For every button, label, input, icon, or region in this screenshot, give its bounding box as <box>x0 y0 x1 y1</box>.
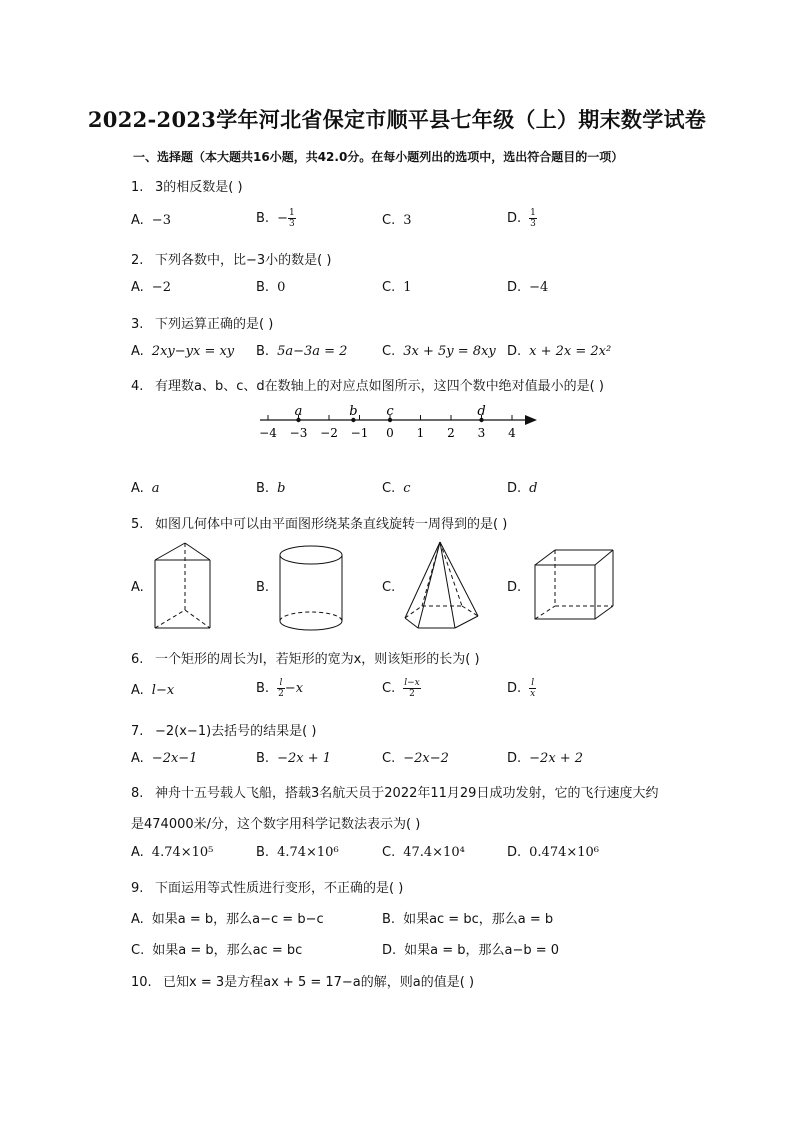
option-a: A. −2x−1 <box>131 751 198 766</box>
option-c: C. 如果a = b，那么ac = bc <box>131 943 303 958</box>
tick-label: −2 <box>320 426 338 440</box>
option-b: B. 如果ac = bc，那么a = b <box>382 912 554 927</box>
option-c: C. −2x−2 <box>382 751 449 766</box>
triangular-prism-figure <box>150 540 215 635</box>
option-b: B. 4.74×10⁶ <box>256 845 339 860</box>
question-6: 6. 一个矩形的周长为l，若矩形的宽为x，则该矩形的长为( ) <box>131 652 480 667</box>
question-7: 7. −2(x−1)去括号的结果是( ) <box>131 724 317 739</box>
option-d: D. $\frac{1}{3}$ <box>507 208 536 229</box>
option-d: D. x + 2x = 2x² <box>507 344 612 359</box>
option-b: B. b <box>256 481 286 496</box>
tick-label: 3 <box>477 426 486 440</box>
question-number: 1. <box>131 180 144 195</box>
option-b: B. 0 <box>256 280 286 295</box>
question-10: 10. 已知x = 3是方程ax + 5 = 17−a的解，则a的值是( ) <box>131 975 475 990</box>
cube-figure <box>530 548 618 624</box>
question-8-continued: 是474000米/分，这个数字用科学记数法表示为( ) <box>131 817 421 832</box>
tick-label: 2 <box>447 426 455 440</box>
question-4: 4. 有理数a、b、c、d在数轴上的对应点如图所示，这四个数中绝对值最小的是( ) <box>131 379 604 394</box>
option-d: D. <box>507 580 522 595</box>
question-2: 2. 下列各数中，比−3小的数是( ) <box>131 253 332 268</box>
tick-label: 4 <box>508 426 516 440</box>
tick-label: −4 <box>259 426 277 440</box>
option-d: D. −2x + 2 <box>507 751 584 766</box>
question-8: 8. 神舟十五号载人飞船，搭载3名航天员于2022年11月29日成功发射，它的飞行速度大约 <box>131 786 659 801</box>
option-b: B. − $\frac{1}{3}$ <box>256 208 295 229</box>
tick-label: −3 <box>289 426 308 440</box>
point-label-c: c <box>386 404 394 419</box>
option-d: D. $\frac{l}{x}$ <box>507 678 536 699</box>
option-a: A. −2 <box>131 280 171 295</box>
question-1 <box>131 176 243 195</box>
cylinder-figure <box>275 543 347 635</box>
tick-label: −1 <box>350 426 369 440</box>
option-c: C. 3 <box>382 213 412 228</box>
pyramid-figure <box>400 540 485 635</box>
option-a: A. 如果a = b，那么a−c = b−c <box>131 912 324 927</box>
point-label-b: b <box>349 404 358 419</box>
option-b: B. <box>256 580 270 595</box>
option-c: C. 3x + 5y = 8xy <box>382 344 496 359</box>
question-text: 3的相反数是( ) <box>155 180 243 195</box>
question-3: 3. 下列运算正确的是( ) <box>131 317 274 332</box>
option-a: A. <box>131 580 144 595</box>
option-c: C. $\frac{l-x}{2}$ <box>382 678 420 699</box>
option-b: B. 5a−3a = 2 <box>256 344 348 359</box>
tick-label: 0 <box>386 426 394 440</box>
option-a: A. l−x <box>131 683 175 698</box>
number-line-figure <box>255 398 545 448</box>
option-d: D. d <box>507 481 538 496</box>
option-c: C. <box>382 580 396 595</box>
option-a: A. a <box>131 481 160 496</box>
option-b: B. −2x + 1 <box>256 751 331 766</box>
option-a: A. 4.74×10⁵ <box>131 845 214 860</box>
option-a: A. −3 <box>131 213 171 228</box>
tick-label: 1 <box>416 426 425 440</box>
point-label-a: a <box>294 404 303 419</box>
exam-title: 2022-2023学年河北省保定市顺平县七年级（上）期末数学试卷 <box>87 107 707 132</box>
option-c: C. 1 <box>382 280 412 295</box>
section-heading: 一、选择题（本大题共16小题，共42.0分。在每小题列出的选项中，选出符合题目的一项） <box>133 150 624 164</box>
option-d: D. −4 <box>507 280 549 295</box>
option-d: D. 0.474×10⁶ <box>507 845 600 860</box>
question-5: 5. 如图几何体中可以由平面图形绕某条直线旋转一周得到的是( ) <box>131 517 508 532</box>
point-label-d: d <box>477 404 486 419</box>
option-a: A. 2xy−yx = xy <box>131 344 235 359</box>
option-d: D. 如果a = b，那么a−b = 0 <box>382 943 560 958</box>
option-b: B. $\frac{l}{2}$ −x <box>256 678 304 699</box>
question-9: 9. 下面运用等式性质进行变形，不正确的是( ) <box>131 881 404 896</box>
option-c: C. 47.4×10⁴ <box>382 845 465 860</box>
option-c: C. c <box>382 481 411 496</box>
